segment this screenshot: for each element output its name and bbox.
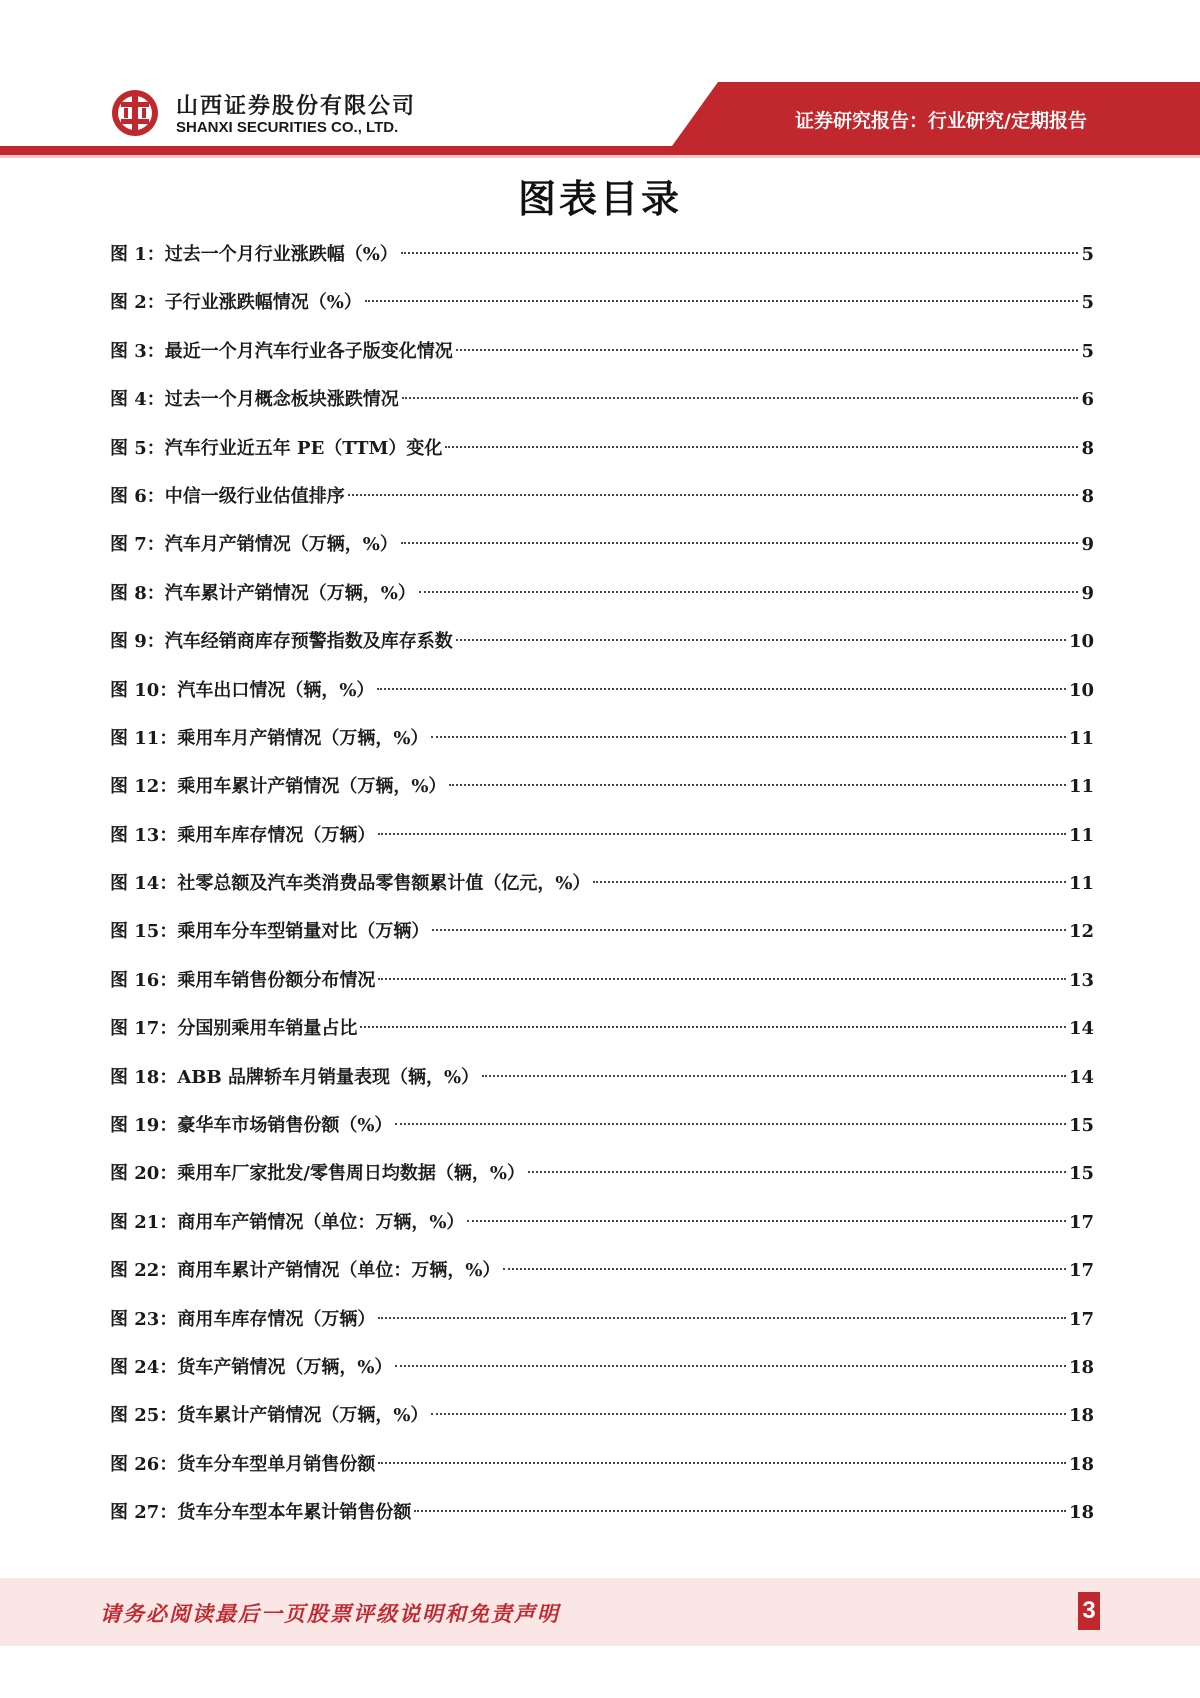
toc-entry-label: 图 2：子行业涨跌幅情况（%） [110, 292, 362, 314]
page-footer [0, 1578, 1200, 1646]
header-band [0, 0, 1200, 175]
toc-entry[interactable] [110, 770, 1094, 818]
dot-leader [378, 976, 1066, 980]
dot-leader [414, 1508, 1066, 1512]
toc-entry-label: 图 21：商用车产销情况（单位：万辆，%） [110, 1211, 465, 1233]
toc-entry-page: 17 [1068, 1308, 1094, 1330]
toc-entry-page: 5 [1081, 340, 1094, 362]
toc-entry[interactable] [110, 238, 1094, 286]
page-title: 图表目录 [517, 177, 682, 221]
dot-leader [432, 927, 1066, 931]
dot-leader [365, 298, 1079, 302]
toc-entry-page: 18 [1068, 1356, 1094, 1378]
toc-entry-page: 5 [1081, 292, 1094, 314]
toc-entry-page: 14 [1068, 1066, 1094, 1088]
toc-entry-label: 图 24：货车产销情况（万辆，%） [110, 1356, 393, 1378]
toc-entry-label: 图 25：货车累计产销情况（万辆，%） [110, 1405, 429, 1427]
toc-entry-label: 图 17：分国别乘用车销量占比 [110, 1018, 358, 1040]
toc-entry[interactable] [110, 286, 1094, 334]
toc-entry[interactable] [110, 1061, 1094, 1109]
toc-entry[interactable] [110, 964, 1094, 1012]
toc-entry-label: 图 7：汽车月产销情况（万辆，%） [110, 534, 398, 556]
toc-entry-page: 18 [1068, 1405, 1094, 1427]
toc-entry-page: 9 [1081, 534, 1094, 556]
toc-entry-page: 11 [1068, 727, 1094, 749]
toc-entry-label: 图 9：汽车经销商库存预警指数及库存系数 [110, 631, 453, 653]
dot-leader [360, 1024, 1066, 1028]
page-header [0, 0, 1200, 175]
toc-entry[interactable] [110, 1157, 1094, 1205]
figure-list [110, 238, 1094, 1545]
dot-leader [449, 782, 1066, 786]
toc-entry-label: 图 27：货车分车型本年累计销售份额 [110, 1502, 412, 1524]
toc-entry-page: 13 [1068, 969, 1094, 991]
toc-entry[interactable] [110, 528, 1094, 576]
toc-entry[interactable] [110, 674, 1094, 722]
toc-entry-label: 图 15：乘用车分车型销量对比（万辆） [110, 921, 430, 943]
toc-entry-page: 15 [1068, 1163, 1094, 1185]
toc-entry[interactable] [110, 1206, 1094, 1254]
toc-entry-label: 图 3：最近一个月汽车行业各子版变化情况 [110, 340, 453, 362]
toc-entry[interactable] [110, 432, 1094, 480]
toc-entry[interactable] [110, 722, 1094, 770]
toc-entry-page: 17 [1068, 1260, 1094, 1282]
toc-entry-page: 10 [1068, 631, 1094, 653]
dot-leader [378, 831, 1066, 835]
toc-entry-page: 9 [1081, 582, 1094, 604]
report-type-label: 证券研究报告：行业研究/定期报告 [795, 110, 1087, 132]
toc-entry-label: 图 18：ABB 品牌轿车月销量表现（辆，%） [110, 1066, 480, 1088]
toc-entry-page: 17 [1068, 1211, 1094, 1233]
toc-entry-label: 图 19：豪华车市场销售份额（%） [110, 1115, 393, 1137]
dot-leader [503, 1266, 1066, 1270]
toc-entry-label: 图 5：汽车行业近五年 PE（TTM）变化 [110, 437, 443, 459]
toc-entry[interactable] [110, 335, 1094, 383]
toc-entry-page: 10 [1068, 679, 1094, 701]
page-number: 3 [1078, 1592, 1100, 1630]
toc-entry-page: 12 [1068, 921, 1094, 943]
dot-leader [395, 1121, 1066, 1125]
toc-entry-label: 图 6：中信一级行业估值排序 [110, 485, 345, 507]
toc-entry-label: 图 20：乘用车厂家批发/零售周日均数据（辆，%） [110, 1163, 525, 1185]
toc-entry-page: 11 [1068, 776, 1094, 798]
toc-entry-label: 图 11：乘用车月产销情况（万辆，%） [110, 727, 429, 749]
toc-entry[interactable] [110, 1399, 1094, 1447]
toc-entry-page: 18 [1068, 1502, 1094, 1524]
toc-entry-label: 图 4：过去一个月概念板块涨跌情况 [110, 389, 399, 411]
disclaimer-note: 请务必阅读最后一页股票评级说明和免责声明 [100, 1601, 560, 1626]
toc-entry-label: 图 22：商用车累计产销情况（单位：万辆，%） [110, 1260, 501, 1282]
toc-entry-page: 14 [1068, 1018, 1094, 1040]
dot-leader [378, 1460, 1066, 1464]
dot-leader [593, 879, 1066, 883]
toc-entry-page: 18 [1068, 1453, 1094, 1475]
company-logo-icon [110, 88, 160, 138]
dot-leader [419, 589, 1079, 593]
toc-entry[interactable] [110, 819, 1094, 867]
toc-entry[interactable] [110, 1448, 1094, 1496]
dot-leader [528, 1169, 1066, 1173]
dot-leader [431, 734, 1066, 738]
dot-leader [482, 1073, 1066, 1077]
toc-entry[interactable] [110, 1351, 1094, 1399]
company-name-cn: 山西证券股份有限公司 [176, 94, 417, 119]
dot-leader [401, 540, 1079, 544]
toc-entry-label: 图 10：汽车出口情况（辆，%） [110, 679, 375, 701]
toc-entry-page: 11 [1068, 873, 1094, 895]
toc-entry-label: 图 8：汽车累计产销情况（万辆，%） [110, 582, 416, 604]
toc-entry[interactable] [110, 1496, 1094, 1544]
toc-entry-page: 8 [1081, 437, 1094, 459]
dot-leader [377, 686, 1066, 690]
dot-leader [395, 1363, 1066, 1367]
dot-leader [431, 1411, 1066, 1415]
toc-entry-label: 图 12：乘用车累计产销情况（万辆，%） [110, 776, 447, 798]
toc-entry-label: 图 13：乘用车库存情况（万辆） [110, 824, 376, 846]
dot-leader [467, 1218, 1066, 1222]
toc-entry-label: 图 26：货车分车型单月销售份额 [110, 1453, 376, 1475]
dot-leader [401, 250, 1079, 254]
dot-leader [378, 1315, 1066, 1319]
toc-entry[interactable] [110, 577, 1094, 625]
toc-entry[interactable] [110, 1254, 1094, 1302]
toc-entry[interactable] [110, 383, 1094, 431]
toc-entry-label: 图 23：商用车库存情况（万辆） [110, 1308, 376, 1330]
toc-entry-label: 图 14：社零总额及汽车类消费品零售额累计值（亿元，%） [110, 873, 591, 895]
company-name-en: SHANXI SECURITIES CO., LTD. [176, 119, 399, 136]
toc-entry-page: 11 [1068, 824, 1094, 846]
dot-leader [402, 395, 1079, 399]
toc-entry[interactable] [110, 1012, 1094, 1060]
dot-leader [445, 444, 1078, 448]
toc-entry-page: 15 [1068, 1115, 1094, 1137]
toc-entry-label: 图 1：过去一个月行业涨跌幅（%） [110, 244, 398, 265]
toc-entry-page: 5 [1081, 244, 1094, 265]
dot-leader [348, 492, 1079, 496]
toc-entry[interactable] [110, 1109, 1094, 1157]
toc-entry-page: 8 [1081, 485, 1094, 507]
dot-leader [456, 347, 1079, 351]
toc-entry[interactable] [110, 915, 1094, 963]
toc-entry[interactable] [110, 867, 1094, 915]
toc-entry-label: 图 16：乘用车销售份额分布情况 [110, 969, 376, 991]
toc-entry[interactable] [110, 625, 1094, 673]
dot-leader [456, 637, 1066, 641]
toc-entry[interactable] [110, 1303, 1094, 1351]
toc-entry-page: 6 [1081, 389, 1094, 411]
toc-entry[interactable] [110, 480, 1094, 528]
